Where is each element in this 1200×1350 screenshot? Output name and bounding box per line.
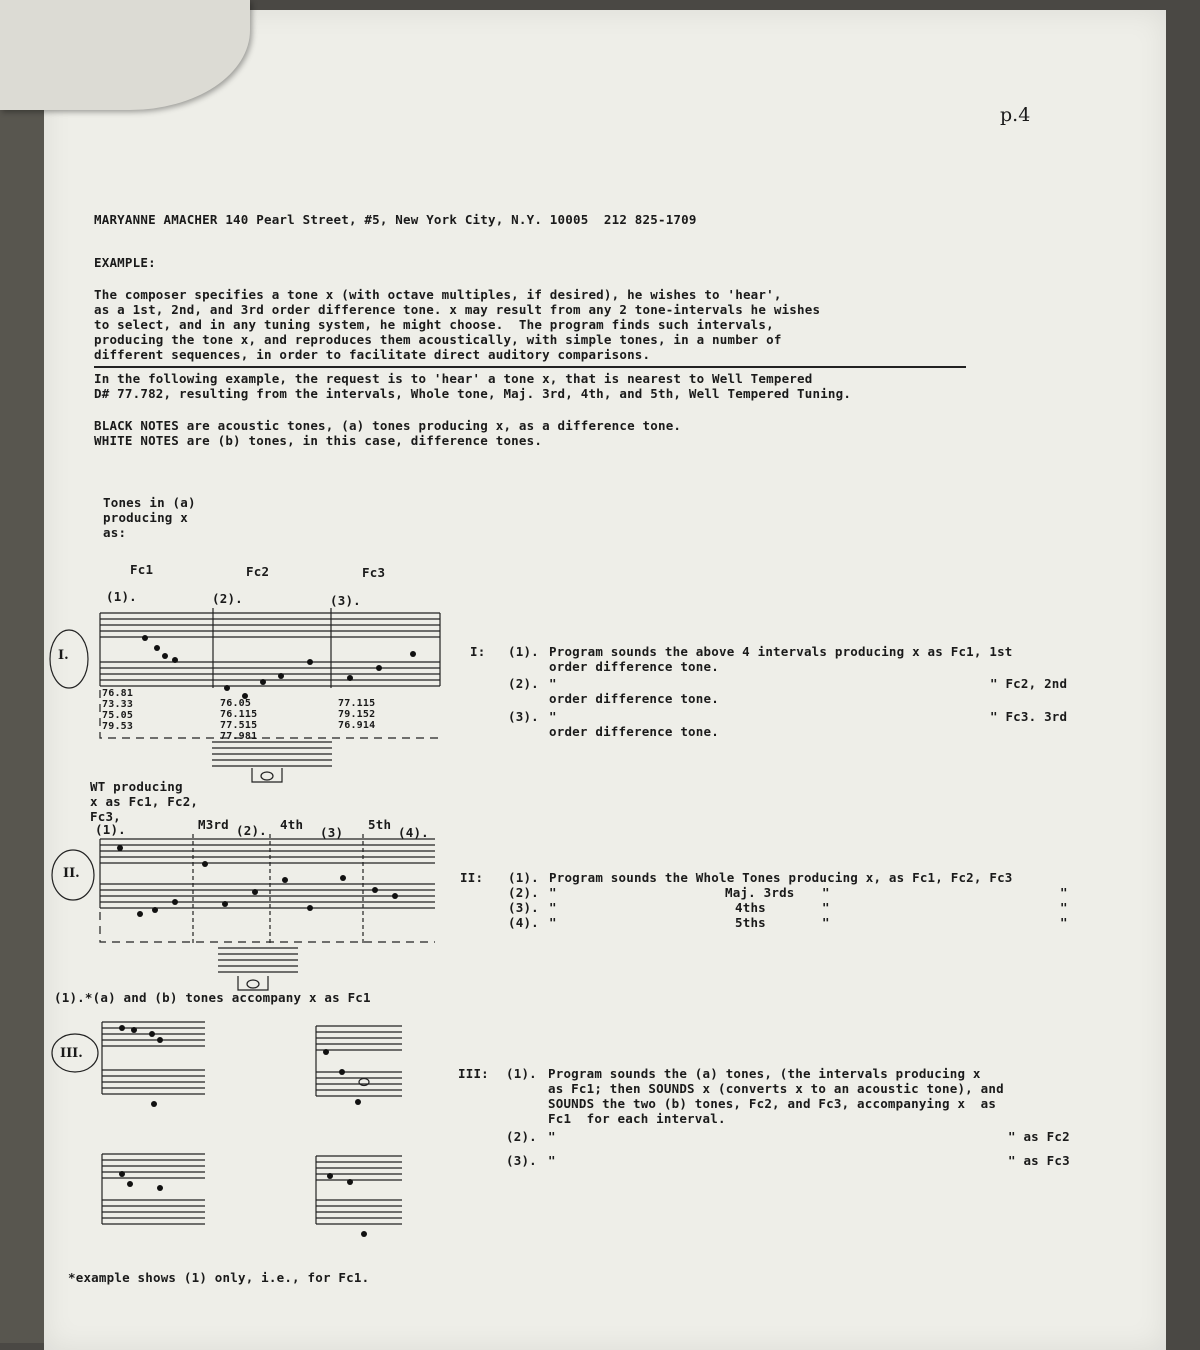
circle-I — [48, 628, 90, 690]
freq-value: 76.914 — [338, 720, 376, 731]
section-text: as Fc1; then SOUNDS x (converts x to an acoustic tone), and — [548, 1081, 1004, 1096]
wt-label: Fc3, — [90, 809, 121, 824]
freq-value: 77.115 — [338, 698, 376, 709]
x-staff-I — [210, 738, 335, 788]
intro-line: different sequences, in order to facilitate direct auditory comparisons. — [94, 347, 651, 362]
line-number: (1). — [506, 1066, 537, 1081]
ditto-mark: " — [822, 885, 830, 900]
segment-number: (3). — [330, 593, 361, 608]
ditto-mark: " — [549, 885, 557, 900]
ditto-mark: " — [822, 915, 830, 930]
interval-label: M3rd — [198, 817, 229, 832]
interval-label: (1). — [95, 822, 126, 837]
roman-numeral: III. — [60, 1046, 83, 1061]
circle-III — [50, 1032, 100, 1074]
example-label: EXAMPLE: — [94, 255, 156, 270]
wt-label: x as Fc1, Fc2, — [90, 794, 199, 809]
request-line: D# 77.782, resulting from the intervals, Whole tone, Maj. 3rd, 4th, and 5th, Well Tempered Tuning. — [94, 386, 852, 401]
ab-accompany-label: (1).*(a) and (b) tones accompany x as Fc1 — [54, 990, 371, 1005]
section-text: " as Fc3 — [1008, 1153, 1070, 1168]
segment-number: (2). — [212, 591, 243, 606]
segment-number: (1). — [106, 589, 137, 604]
ditto-mark: " — [549, 915, 557, 930]
roman-numeral: I. — [58, 648, 69, 663]
intro-line: as a 1st, 2nd, and 3rd order difference tone. x may result from any 2 tone-intervals he wishes — [94, 302, 821, 317]
freq-value: 75.05 — [102, 710, 134, 721]
freq-value: 79.152 — [338, 709, 376, 720]
interval-name: 5ths — [735, 915, 766, 930]
section-text: Program sounds the (a) tones, (the intervals producing x — [548, 1066, 981, 1081]
fc-label: Fc1 — [130, 562, 154, 577]
legend-line: WHITE NOTES are (b) tones, in this case, difference tones. — [94, 433, 543, 448]
section-text: Fc1 for each interval. — [548, 1111, 726, 1126]
freq-value: 76.115 — [220, 709, 258, 720]
line-number: (2). — [506, 1129, 537, 1144]
interval-label: 5th — [368, 817, 392, 832]
ditto-mark: " — [548, 1153, 556, 1168]
line-number: (4). — [508, 915, 539, 930]
staff-III-c — [100, 1150, 210, 1244]
section-text: order difference tone. — [549, 659, 719, 674]
section-text: " Fc3. 3rd — [990, 709, 1068, 724]
fc-label: Fc3 — [362, 565, 386, 580]
line-number: (1). — [508, 870, 539, 885]
freq-value: 73.33 — [102, 699, 134, 710]
roman-numeral: II. — [63, 866, 80, 881]
intro-line: producing the tone x, and reproduces them acoustically, with simple tones, in a number of — [94, 332, 782, 347]
line-number: (3). — [508, 900, 539, 915]
staff-I — [95, 608, 445, 743]
staff-III-d — [314, 1152, 406, 1244]
section-label: II: — [460, 870, 484, 885]
contact-header: MARYANNE AMACHER 140 Pearl Street, #5, New York City, N.Y. 10005 212 825-1709 — [94, 212, 697, 227]
legend-line: BLACK NOTES are acoustic tones, (a) tones producing x, as a difference tone. — [94, 418, 682, 433]
section-label: III: — [458, 1066, 489, 1081]
section-text: SOUNDS the two (b) tones, Fc2, and Fc3, accompanying x as — [548, 1096, 997, 1111]
interval-name: 4ths — [735, 900, 766, 915]
ditto-mark: " — [549, 709, 557, 724]
line-number: (2). — [508, 885, 539, 900]
circle-II — [50, 848, 96, 902]
ditto-mark: " — [1060, 915, 1068, 930]
freq-value: 79.53 — [102, 721, 134, 732]
section-label: I: — [470, 644, 486, 659]
staff-II — [95, 834, 440, 946]
line-number: (1). — [508, 644, 539, 659]
freq-value: 77.515 — [220, 720, 258, 731]
line-number: (3). — [506, 1153, 537, 1168]
section-text: " as Fc2 — [1008, 1129, 1070, 1144]
freq-value: 76.81 — [102, 688, 134, 699]
ditto-mark: " — [549, 676, 557, 691]
section-text: Program sounds the above 4 intervals producing x as Fc1, 1st — [549, 644, 1013, 659]
tones-label: Tones in (a) — [103, 495, 196, 510]
section-text: order difference tone. — [549, 691, 719, 706]
fc-label: Fc2 — [246, 564, 270, 579]
wt-label: WT producing — [90, 779, 183, 794]
line-number: (3). — [508, 709, 539, 724]
interval-label: (3) — [320, 825, 344, 840]
interval-label: 4th — [280, 817, 304, 832]
background-edge — [0, 0, 44, 1343]
intro-line: The composer specifies a tone x (with octave multiples, if desired), he wishes to 'hear', — [94, 287, 782, 302]
interval-label: (2). — [236, 823, 267, 838]
section-text: order difference tone. — [549, 724, 719, 739]
x-staff-II — [216, 944, 301, 994]
request-line: In the following example, the request is to 'hear' a tone x, that is nearest to Well Tempered — [94, 371, 813, 386]
intro-line: to select, and in any tuning system, he might choose. The program finds such intervals, — [94, 317, 774, 332]
ditto-mark: " — [822, 900, 830, 915]
footnote: *example shows (1) only, i.e., for Fc1. — [68, 1270, 370, 1285]
line-number: (2). — [508, 676, 539, 691]
interval-name: Maj. 3rds — [725, 885, 795, 900]
tones-label: producing x — [103, 510, 188, 525]
staff-III-b — [314, 1022, 406, 1112]
tones-label: as: — [103, 525, 127, 540]
freq-value: 76.05 — [220, 698, 252, 709]
interval-label: (4). — [398, 825, 429, 840]
section-text: " Fc2, 2nd — [990, 676, 1068, 691]
section-text: Program sounds the Whole Tones producing x, as Fc1, Fc2, Fc3 — [549, 870, 1013, 885]
freq-value: 77.981 — [220, 731, 258, 742]
ditto-mark: " — [549, 900, 557, 915]
page-number: p.4 — [1000, 104, 1031, 126]
ditto-mark: " — [548, 1129, 556, 1144]
ditto-mark: " — [1060, 885, 1068, 900]
divider-rule — [94, 366, 966, 368]
staff-III-a — [100, 1018, 210, 1114]
ditto-mark: " — [1060, 900, 1068, 915]
